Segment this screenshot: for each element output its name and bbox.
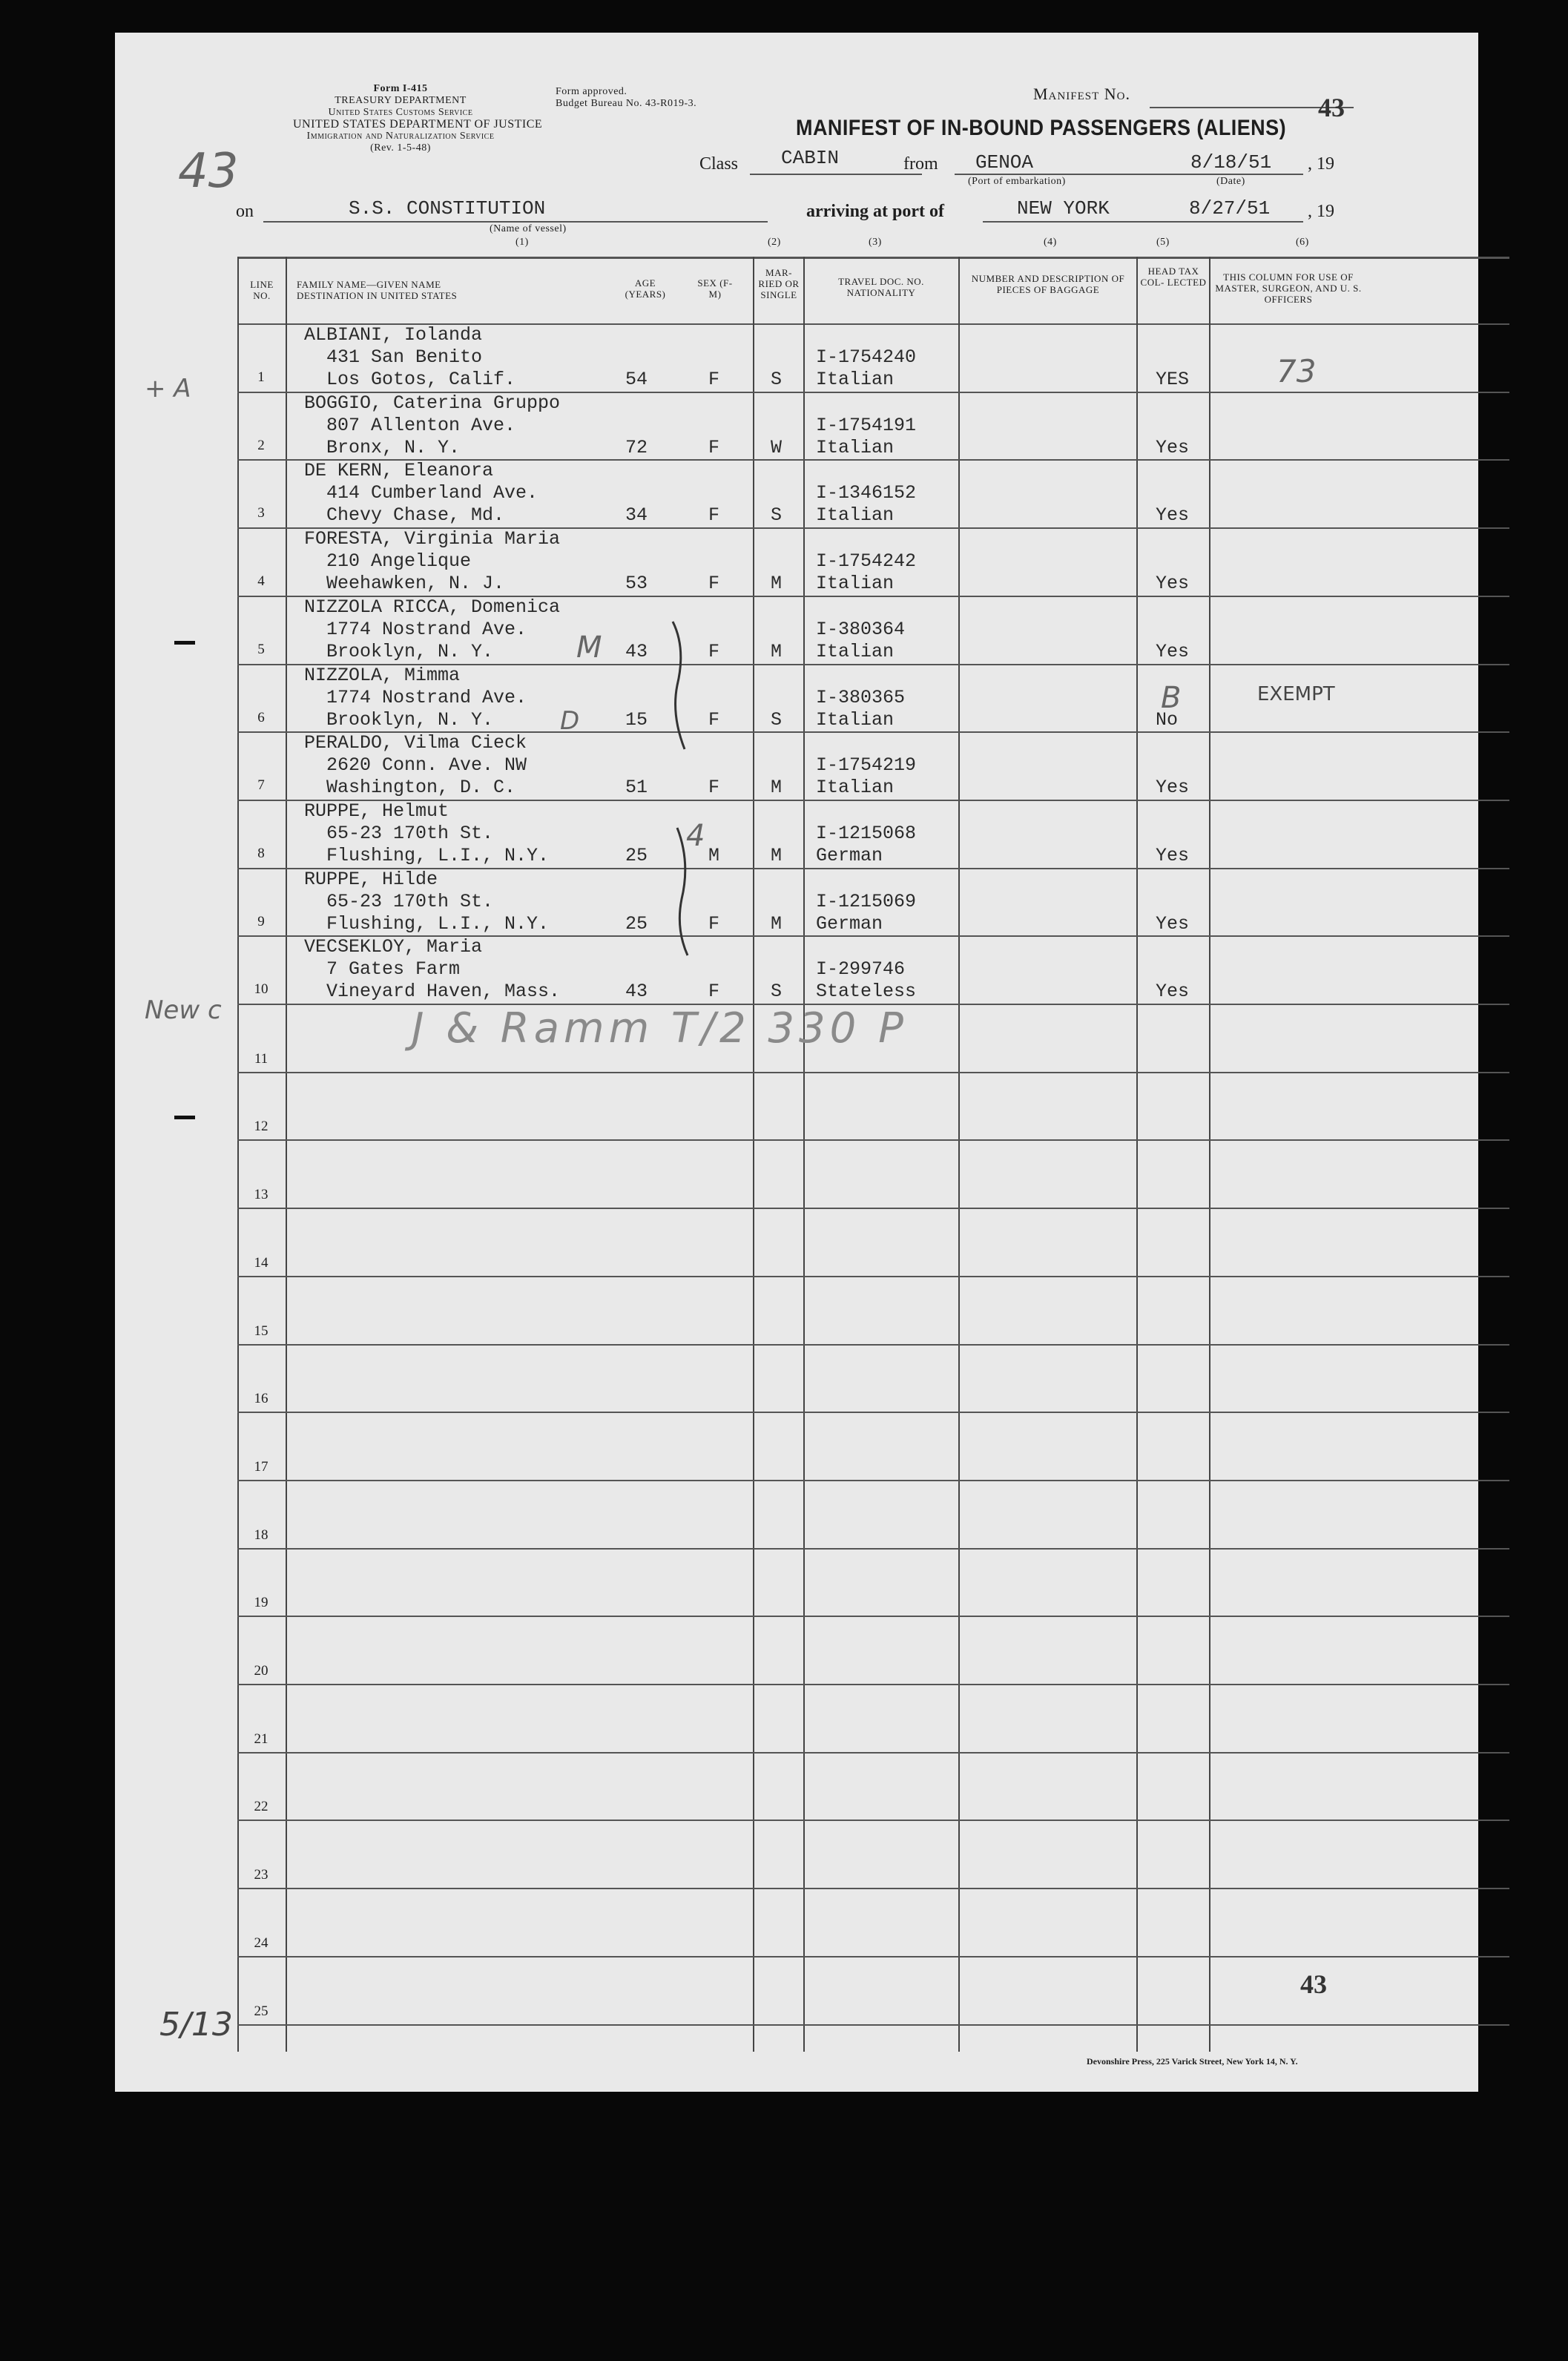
arrival-date: 8/27/51 [1189,197,1271,220]
col-divider [237,257,239,2052]
col-divider [753,257,754,2052]
line-number: 15 [254,1323,269,1339]
line-number: 23 [254,1867,269,1883]
nationality: Italian [816,573,895,594]
passenger-city: Brooklyn, N. Y. [326,641,494,662]
passenger-age: 51 [625,777,648,798]
passenger-address: 65-23 170th St. [326,891,494,912]
arrival-line [983,221,1303,223]
passenger-marital-status: S [771,981,783,1002]
passenger-sex: F [708,641,720,662]
travel-doc-number: I-1754240 [816,346,917,368]
manifest-page [115,33,1478,2092]
line-number: 20 [254,1663,269,1679]
passenger-sex: F [708,777,720,798]
passenger-marital-status: W [771,437,783,458]
passenger-name: VECSEKLOY, Maria [304,936,483,958]
row-rule [237,1139,1509,1141]
line-number: 25 [254,2003,269,2019]
punch-mark [174,641,195,645]
nationality: German [816,845,883,866]
nationality: Italian [816,777,895,798]
line-number: 10 [254,981,269,997]
passenger-age: 54 [625,369,648,390]
col-num-1: (1) [515,237,529,248]
handwritten-row6-tax-mark: B [1161,681,1182,715]
passenger-name: NIZZOLA, Mimma [304,665,461,686]
year-label-2: , 19 [1308,202,1334,221]
passenger-city: Flushing, L.I., N.Y. [326,845,550,866]
passenger-age: 15 [625,709,648,731]
head-tax-collected: YES [1156,369,1190,390]
dept-treasury-sub: United States Customs Service [328,107,473,118]
row-rule [237,1208,1509,1209]
line-number: 3 [257,505,265,521]
punch-mark [174,1116,195,1119]
line-number: 11 [254,1051,269,1067]
row-rule [237,2024,1509,2026]
col-num-6: (6) [1296,237,1309,248]
nationality: German [816,913,883,935]
passenger-address: 1774 Nostrand Ave. [326,619,527,640]
passenger-address: 807 Allenton Ave. [326,415,516,436]
passenger-address: 414 Cumberland Ave. [326,482,538,504]
passenger-name: RUPPE, Helmut [304,800,449,822]
row-rule [237,1412,1509,1413]
passenger-marital-status: M [771,777,783,798]
vessel-line [263,221,768,223]
budget-bureau: Budget Bureau No. 43-R019-3. [556,98,697,109]
col-num-3: (3) [869,237,882,248]
from-line [955,174,1303,175]
row-rule [237,1616,1509,1617]
nationality: Italian [816,504,895,526]
passenger-city: Bronx, N. Y. [326,437,461,458]
col-num-4: (4) [1044,237,1057,248]
handwritten-row5-mark: M [576,630,602,665]
passenger-sex: F [708,369,720,390]
table-top-line [237,257,1509,259]
vessel-caption: (Name of vessel) [490,223,567,234]
head-tax-collected: Yes [1156,981,1190,1002]
passenger-sex: F [708,913,720,935]
nationality: Italian [816,437,895,458]
passenger-sex: F [708,504,720,526]
line-number: 14 [254,1255,269,1271]
row-rule [237,1072,1509,1073]
line-number: 22 [254,1799,269,1814]
form-number: Form I-415 [373,83,428,94]
passenger-name: BOGGIO, Caterina Gruppo [304,392,561,414]
passenger-sex: M [708,845,720,866]
line-number: 16 [254,1391,269,1406]
handwritten-row8-mark: 4 [686,819,705,853]
handwritten-margin-number: 43 [178,144,239,199]
arrival-port: NEW YORK [1017,197,1110,220]
passenger-city: Chevy Chase, Md. [326,504,505,526]
passenger-marital-status: S [771,504,783,526]
header-married: MAR- RIED OR SINGLE [758,267,800,300]
passenger-marital-status: M [771,845,783,866]
col-divider [286,257,287,2052]
line-number: 7 [257,777,265,793]
line-number: 19 [254,1595,269,1610]
head-tax-collected: Yes [1156,845,1190,866]
row-rule [237,1684,1509,1685]
passenger-address: 2620 Conn. Ave. NW [326,754,527,776]
head-tax-collected: No [1156,709,1179,731]
port-embark-caption: (Port of embarkation) [968,176,1066,187]
passenger-name: DE KERN, Eleanora [304,460,494,481]
bracket-mark [670,825,699,958]
form-revision: (Rev. 1-5-48) [370,142,431,154]
year-label-1: , 19 [1308,154,1334,174]
header-sex: SEX (F-M) [697,277,733,300]
manifest-number: 43 [1318,93,1345,122]
header-age: AGE (YEARS) [625,277,666,300]
row-rule [237,1956,1509,1957]
line-number: 9 [257,914,265,929]
class-line [750,174,922,175]
class-label: Class [699,154,739,174]
travel-doc-number: I-380365 [816,687,906,708]
footer-manifest-number: 43 [1300,1969,1327,1999]
travel-doc-number: I-1754191 [816,415,917,436]
line-number: 4 [257,573,265,589]
col-num-5: (5) [1156,237,1170,248]
passenger-city: Washington, D. C. [326,777,516,798]
passenger-city: Weehawken, N. J. [326,573,505,594]
header-head-tax: HEAD TAX COL- LECTED [1140,266,1207,288]
arriving-label: arriving at port of [806,202,944,221]
printer-imprint: Devonshire Press, 225 Varick Street, New York 14, N. Y. [1087,2056,1298,2067]
passenger-name: FORESTA, Virginia Maria [304,528,561,550]
handwritten-margin-mark: + A [145,374,191,404]
passenger-name: PERALDO, Vilma Cieck [304,732,527,754]
line-number: 8 [257,846,265,861]
head-tax-collected: Yes [1156,504,1190,526]
travel-doc-number: I-380364 [816,619,906,640]
col-divider [958,257,960,2052]
passenger-address: 65-23 170th St. [326,823,494,844]
nationality: Italian [816,709,895,731]
vessel-name: S.S. CONSTITUTION [349,197,546,220]
passenger-age: 72 [625,437,648,458]
passenger-age: 53 [625,573,648,594]
passenger-name: RUPPE, Hilde [304,869,438,890]
passenger-city: Brooklyn, N. Y. [326,709,494,731]
passenger-name: NIZZOLA RICCA, Domenica [304,596,561,618]
travel-doc-number: I-1346152 [816,482,917,504]
line-number: 13 [254,1187,269,1202]
passenger-city: Vineyard Haven, Mass. [326,981,561,1002]
passenger-age: 25 [625,913,648,935]
handwritten-footer-mark: 5/13 [159,2006,233,2044]
dept-justice: UNITED STATES DEPARTMENT OF JUSTICE [293,118,543,131]
nationality: Italian [816,641,895,662]
passenger-sex: F [708,709,720,731]
travel-doc-number: I-1215068 [816,823,917,844]
line-number: 6 [257,710,265,725]
dept-treasury: TREASURY DEPARTMENT [335,95,467,106]
passenger-marital-status: S [771,709,783,731]
header-name: FAMILY NAME—GIVEN NAME DESTINATION IN UNITED STATES [297,279,458,301]
form-info-block [293,83,543,154]
passenger-marital-status: S [771,369,783,390]
header-officers: THIS COLUMN FOR USE OF MASTER, SURGEON, AND U. S. OFFICERS [1215,271,1362,305]
header-travel-doc: TRAVEL DOC. NO. NATIONALITY [838,276,924,298]
col-num-2: (2) [768,237,781,248]
col-divider [803,257,805,2052]
head-tax-collected: Yes [1156,437,1190,458]
from-value: GENOA [975,151,1034,174]
row-rule [237,1276,1509,1277]
passenger-marital-status: M [771,573,783,594]
document-title: MANIFEST OF IN-BOUND PASSENGERS (ALIENS) [796,116,1287,140]
row-rule [237,1344,1509,1346]
embark-date: 8/18/51 [1190,151,1272,174]
passenger-address: 210 Angelique [326,550,472,572]
head-tax-collected: Yes [1156,641,1190,662]
passenger-age: 43 [625,641,648,662]
line-number: 2 [257,438,265,453]
passenger-city: Flushing, L.I., N.Y. [326,913,550,935]
bracket-mark [664,619,694,752]
passenger-sex: F [708,437,720,458]
row-rule [237,1548,1509,1550]
row-rule [237,1888,1509,1889]
from-label: from [903,154,938,174]
manifest-label: Manifest No. [1033,85,1130,103]
line-number: 1 [257,369,265,385]
passenger-marital-status: M [771,913,783,935]
line-number: 18 [254,1527,269,1543]
passenger-address: 7 Gates Farm [326,958,461,980]
nationality: Stateless [816,981,917,1002]
row-rule [237,1480,1509,1481]
head-tax-collected: Yes [1156,777,1190,798]
officer-note: EXEMPT [1257,683,1335,705]
on-label: on [236,202,254,221]
passenger-sex: F [708,981,720,1002]
travel-doc-number: I-1754242 [816,550,917,572]
handwritten-margin-note: New c [145,995,222,1025]
handwritten-scrawl: J & Ramm T/2 330 P [412,1004,908,1053]
row-rule [237,1820,1509,1821]
passenger-age: 34 [625,504,648,526]
date-caption: (Date) [1216,176,1245,187]
travel-doc-number: I-1215069 [816,891,917,912]
passenger-city: Los Gotos, Calif. [326,369,516,390]
header-baggage: NUMBER AND DESCRIPTION OF PIECES OF BAGGAGE [971,273,1125,295]
passenger-marital-status: M [771,641,783,662]
head-tax-collected: Yes [1156,573,1190,594]
travel-doc-number: I-299746 [816,958,906,980]
handwritten-row6-mark: D [560,706,580,736]
passenger-age: 25 [625,845,648,866]
col-divider [1136,257,1138,2052]
line-number: 21 [254,1731,269,1747]
line-number: 5 [257,642,265,657]
line-number: 17 [254,1459,269,1475]
class-value: CABIN [781,147,840,169]
approval-block [556,86,696,110]
handwritten-tax-note: 73 [1277,353,1317,389]
dept-justice-sub: Immigration and Naturalization Service [306,131,495,142]
line-number: 24 [254,1935,269,1951]
line-number: 12 [254,1119,269,1134]
head-tax-collected: Yes [1156,913,1190,935]
passenger-name: ALBIANI, Iolanda [304,324,483,346]
passenger-address: 1774 Nostrand Ave. [326,687,527,708]
form-approved: Form approved. [556,86,627,97]
header-line-no: LINE NO. [250,279,274,301]
passenger-age: 43 [625,981,648,1002]
row-rule [237,1752,1509,1754]
travel-doc-number: I-1754219 [816,754,917,776]
passenger-address: 431 San Benito [326,346,483,368]
nationality: Italian [816,369,895,390]
passenger-sex: F [708,573,720,594]
col-divider [1209,257,1210,2052]
